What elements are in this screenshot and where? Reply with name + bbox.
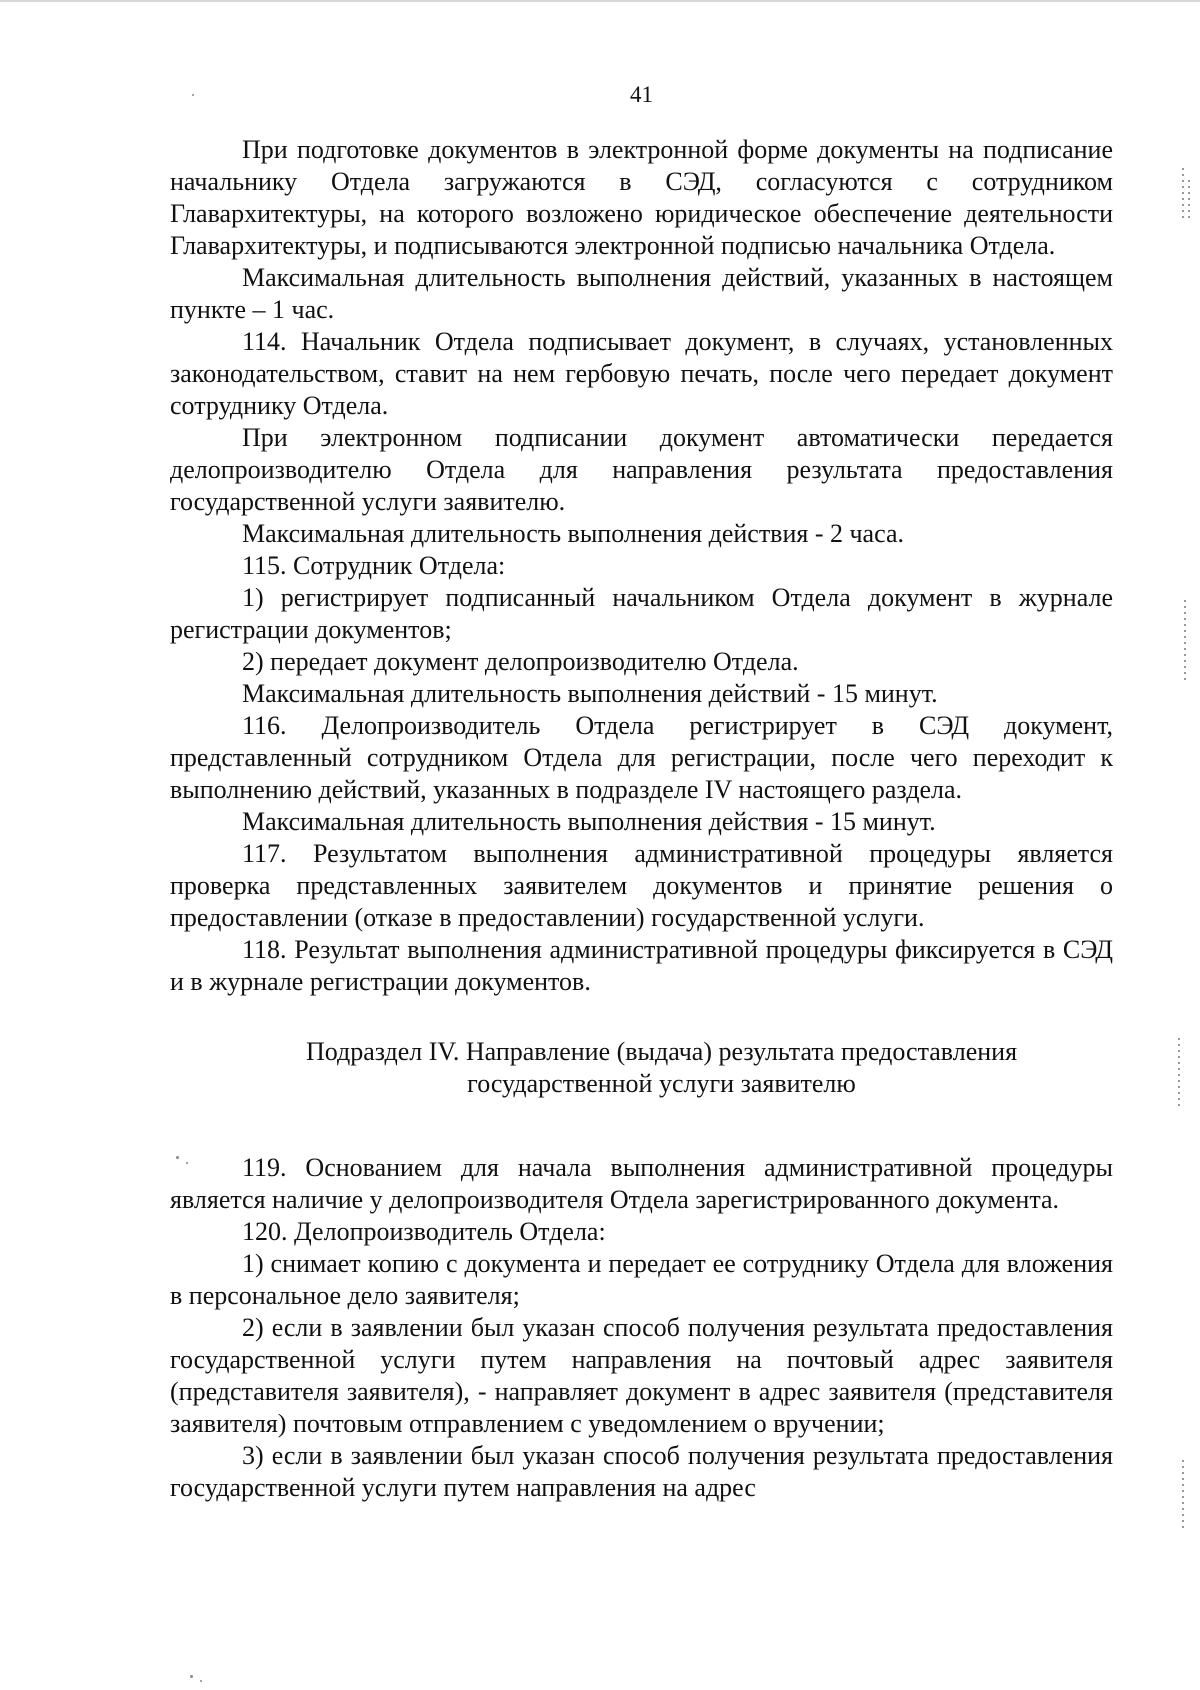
scan-mark — [1182, 168, 1184, 218]
paragraph-120-item-1: 1) снимает копию с документа и передает ее сотруднику Отдела для вложения в персональное дело заявителя; — [170, 1249, 1113, 1310]
scan-speck — [192, 94, 194, 96]
scan-top-edge — [0, 0, 1200, 2]
paragraph-116: 116. Делопроизводитель Отдела регистрирует в СЭД документ, представленный сотрудником Отдела для регистрации, после чего переходит к выполнению действий, указанных в подразделе IV настоящего раздела. — [170, 711, 1113, 804]
paragraph-120-item-3: 3) если в заявлении был указан способ получения результата предоставления государственной услуги путем направления на адрес — [170, 1441, 1113, 1502]
page-number: 41 — [630, 82, 653, 107]
scan-mark — [1188, 180, 1190, 218]
scan-edge-marks — [1160, 0, 1200, 1690]
paragraph-114: 114. Начальник Отдела подписывает документ, в случаях, установленных законодательством, ставит на нем гербовую печать, после чего передает документ сотруднику Отдела. — [170, 327, 1113, 420]
scan-speck — [176, 1156, 179, 1159]
paragraph-119: 119. Основанием для начала выполнения административной процедуры является наличие у делопроизводителя Отдела зарегистрированного документа. — [170, 1153, 1113, 1214]
scan-speck — [186, 1162, 188, 1164]
paragraph-115: 115. Сотрудник Отдела: — [242, 551, 506, 580]
paragraph-115-item-1: 1) регистрирует подписанный начальником Отдела документ в журнале регистрации документов; — [170, 583, 1113, 644]
document-body — [170, 134, 1113, 1504]
subsection-heading — [170, 1036, 1113, 1100]
paragraph-118: 118. Результат выполнения административной процедуры фиксируется в СЭД и в журнале регистрации документов. — [170, 935, 1113, 996]
paragraph-electronic-docs: При подготовке документов в электронной форме документы на подписание начальнику Отдела загружаются в СЭД, согласуются с сотрудником Главархитектуры, на которого возложено юридическое обеспечение деятельности Главархитектуры, и подписываются электронной подписью начальника Отдела. — [170, 135, 1113, 260]
paragraph-120: 120. Делопроизводитель Отдела: — [242, 1217, 606, 1246]
scan-speck — [200, 1680, 202, 1682]
paragraph-120-item-2: 2) если в заявлении был указан способ получения результата предоставления государственной услуги путем направления на почтовый адрес заявителя (представителя заявителя), - направляет документ в адрес заявителя (представителя заявителя) почтовым отправлением с уведомлением о вручении; — [170, 1313, 1113, 1438]
paragraph-duration-1h: Максимальная длительность выполнения действий, указанных в настоящем пункте – 1 час. — [170, 263, 1113, 324]
paragraph-electronic-signing: При электронном подписании документ автоматически передается делопроизводителю Отдела для направления результата предоставления государственной услуги заявителю. — [170, 423, 1113, 516]
paragraph-duration-15m-b: Максимальная длительность выполнения действия - 15 минут. — [242, 807, 936, 836]
scan-mark — [1182, 1460, 1184, 1530]
scan-speck — [190, 1675, 193, 1678]
paragraph-115-item-2: 2) передает документ делопроизводителю Отдела. — [242, 647, 799, 676]
subsection-heading-line-2: государственной услуги заявителю — [467, 1069, 856, 1098]
scan-mark — [1184, 600, 1186, 680]
scan-mark — [1178, 1038, 1180, 1108]
paragraph-duration-2h: Максимальная длительность выполнения действия - 2 часа. — [242, 519, 904, 548]
paragraph-117: 117. Результатом выполнения административной процедуры является проверка представленных заявителем документов и принятие решения о предоставлении (отказе в предоставлении) государственной услуги. — [170, 839, 1113, 932]
paragraph-duration-15m-a: Максимальная длительность выполнения действий - 15 минут. — [242, 679, 938, 708]
subsection-heading-line-1: Подраздел IV. Направление (выдача) результата предоставления — [305, 1037, 1018, 1066]
